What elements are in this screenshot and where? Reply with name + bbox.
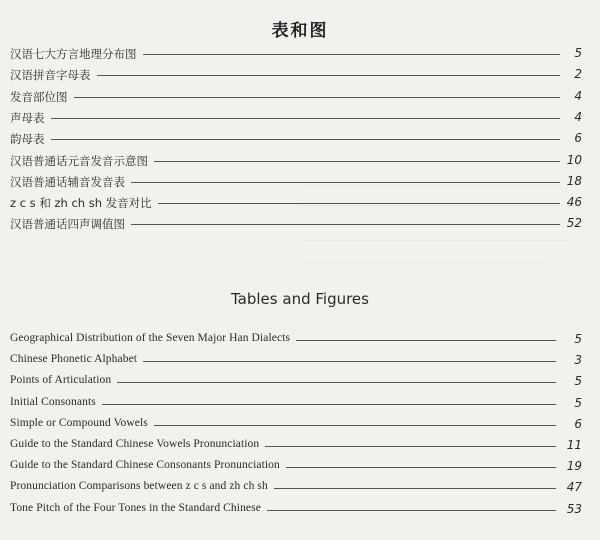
toc-entry-label: z c s 和 zh ch sh 发音对比: [10, 195, 158, 211]
toc-entry-label: 汉语拼音字母表: [10, 67, 97, 83]
toc-entry-label: Geographical Distribution of the Seven Major Han Dialects: [10, 332, 296, 344]
toc-entry-page-number: 6: [574, 416, 582, 431]
toc-entry[interactable]: [0, 65, 600, 85]
toc-entry-page-number: 52: [566, 216, 582, 231]
bleed-through-line: [300, 262, 550, 263]
leader-line: [12, 97, 560, 98]
toc-entry-label: Initial Consonants: [10, 396, 102, 408]
page-title-english: Tables and Figures: [231, 290, 369, 308]
toc-entry-label: 声母表: [10, 110, 51, 126]
toc-entry-label: 韵母表: [10, 131, 51, 147]
toc-entry-label: 汉语七大方言地理分布图: [10, 46, 143, 62]
leader-line: [12, 118, 560, 119]
toc-entry-page-number: 3: [574, 353, 582, 368]
toc-entry-label: Guide to the Standard Chinese Consonants Pronunciation: [10, 459, 286, 471]
toc-entry[interactable]: [0, 394, 600, 414]
toc-entry[interactable]: [0, 351, 600, 371]
toc-entry-page-number: 6: [574, 131, 582, 146]
toc-entry[interactable]: [0, 372, 600, 392]
toc-entry-label: 汉语普通话辅音发音表: [10, 174, 131, 190]
toc-entry[interactable]: [0, 193, 600, 213]
toc-entry-page-number: 19: [566, 459, 582, 474]
toc-entry-page-number: 5: [574, 374, 582, 389]
toc-entry-page-number: 46: [566, 195, 582, 210]
toc-entry-page-number: 47: [566, 480, 582, 495]
toc-entry-page-number: 11: [566, 438, 582, 452]
toc-entry-label: Pronunciation Comparisons between z c s and zh ch sh: [10, 480, 274, 492]
toc-entry-label: 汉语普通话四声调值图: [10, 216, 131, 232]
toc-entry[interactable]: [0, 172, 600, 192]
toc-entry-page-number: 2: [574, 67, 582, 82]
toc-entry-label: Points of Articulation: [10, 374, 117, 386]
toc-entry-page-number: 10: [566, 152, 582, 167]
toc-entry-page-number: 5: [574, 46, 582, 60]
toc-entry-page-number: 4: [574, 88, 582, 103]
toc-entry[interactable]: [0, 44, 600, 64]
toc-entry-label: Guide to the Standard Chinese Vowels Pronunciation: [10, 438, 265, 450]
toc-entry[interactable]: [0, 151, 600, 171]
toc-entry-page-number: 5: [574, 395, 582, 410]
toc-entry-label: Chinese Phonetic Alphabet: [10, 353, 143, 365]
toc-entry-page-number: 5: [574, 332, 582, 346]
toc-entry[interactable]: [0, 330, 600, 350]
toc-entry[interactable]: [0, 436, 600, 456]
toc-entry-page-number: 18: [566, 173, 582, 188]
toc-entry-label: Tone Pitch of the Four Tones in the Standard Chinese: [10, 502, 267, 514]
toc-entry[interactable]: [0, 108, 600, 128]
toc-entry-label: 发音部位图: [10, 89, 74, 105]
toc-entry[interactable]: [0, 457, 600, 477]
toc-entry-page-number: 53: [566, 501, 582, 516]
bleed-through-line: [300, 240, 570, 241]
toc-entry[interactable]: [0, 415, 600, 435]
leader-line: [12, 139, 560, 140]
toc-entry[interactable]: [0, 87, 600, 107]
toc-entry[interactable]: [0, 478, 600, 498]
toc-entry[interactable]: [0, 214, 600, 234]
toc-entry[interactable]: [0, 129, 600, 149]
toc-entry[interactable]: [0, 500, 600, 520]
toc-entry-page-number: 4: [574, 109, 582, 124]
toc-entry-label: Simple or Compound Vowels: [10, 417, 154, 429]
toc-entry-label: 汉语普通话元音发音示意图: [10, 153, 154, 169]
page-title-chinese: 表和图: [271, 21, 329, 41]
